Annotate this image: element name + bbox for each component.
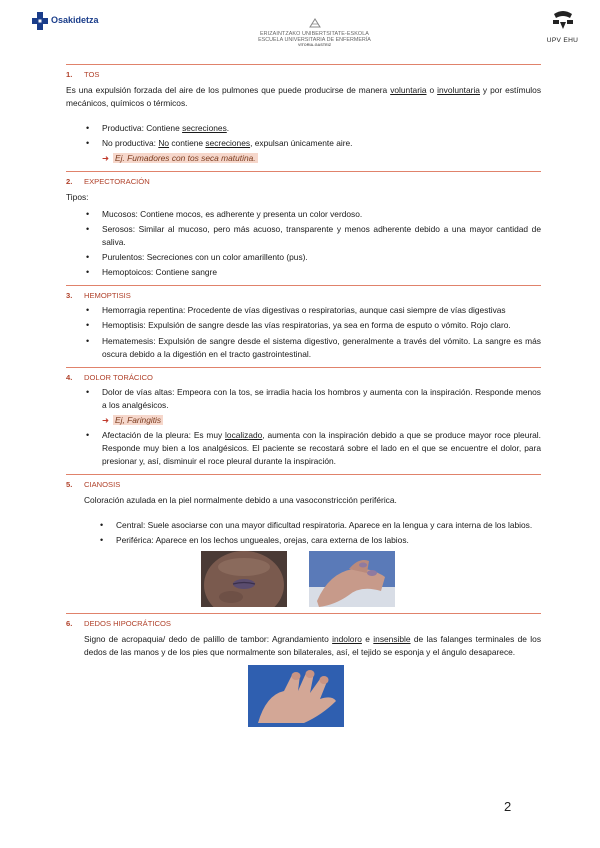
school-name-basque: ERIZAINTZAKO UNIBERTSITATE-ESKOLA	[259, 30, 370, 37]
section-number: 1.	[66, 70, 73, 79]
section-divider	[66, 613, 541, 614]
arrow-icon: ➜	[102, 152, 110, 163]
school-name-spanish: ESCUELA UNIVERSITARIA DE ENFERMERÍA	[258, 36, 371, 43]
list-item	[66, 122, 541, 135]
section-number: 2.	[66, 176, 73, 186]
section-title-text: DEDOS HIPOCRÁTICOS	[84, 619, 171, 629]
section-title	[66, 176, 541, 188]
text-run: Signo de acropaquia/ dedo de palillo de tambor: Agrandamiento	[84, 633, 333, 644]
section-dedos-hipocraticos	[66, 613, 541, 731]
section-title	[66, 618, 541, 630]
dedos-definition	[66, 633, 541, 659]
underlined-term: localizado	[225, 430, 263, 441]
text-run: , aumenta con la inspiración debido a que se produce mayor roce pleural. Responde muy bien a los analgésicos. El paciente se recostará sobre el lado en el que se encuentre el dolor, para presionar y, así, disminuir el roce pleural durante la inspiración.	[102, 430, 541, 467]
text-run: , expulsan únicamente aire.	[250, 137, 353, 148]
section-number: 6.	[66, 619, 73, 629]
underlined-term: No	[158, 137, 170, 148]
upv-ehu-emblem-icon	[550, 10, 576, 30]
cianosis-definition: Coloración azulada en la piel normalmente debido a una vasoconstricción periférica.	[84, 495, 397, 506]
section-title-text: TOS	[84, 70, 100, 79]
upv-ehu-label: UPV EHU	[546, 37, 579, 45]
example-text: Ej, Faringitis	[115, 415, 162, 426]
list-item: • Dolor de vías altas: Empeora con la tos, se irradia hacia los hombros y aumenta con la inspiración. Responde menos a los analgésicos.	[66, 386, 541, 412]
osakidetza-name: Osakidetza	[51, 15, 99, 26]
section-hemoptisis	[66, 285, 541, 361]
section-title-text: DOLOR TORÁCICO	[84, 372, 153, 382]
section-title-text: CIANOSIS	[84, 480, 121, 490]
underlined-term: voluntaria	[390, 84, 427, 95]
school-city: VITORIA-GASTEIZ	[297, 43, 332, 48]
section-number: 4.	[66, 372, 73, 382]
section-cianosis	[66, 474, 541, 607]
school-emblem-icon	[309, 18, 321, 28]
central-cyanosis-face-photo	[201, 551, 287, 607]
osakidetza-logo	[32, 12, 99, 30]
list-item: • Serosos: Similar al mucoso, pero más acuoso, transparente y menos adherente debido a una mayor cantidad de saliva.	[66, 223, 541, 249]
list-item: • Purulentos: Secreciones con un color amarillento (pus).	[66, 251, 541, 264]
section-tos	[66, 64, 541, 165]
section-number: 5.	[66, 480, 73, 490]
section-divider	[66, 474, 541, 475]
list-item: • Hemorragia repentina: Procedente de vías digestivas o respiratorias, aunque casi siempre de vías digestivas	[66, 304, 541, 317]
section-divider	[66, 171, 541, 172]
dolor-list	[66, 386, 541, 412]
hemoptisis-list	[66, 304, 541, 360]
types-label: Tipos:	[66, 191, 89, 202]
text-run: contiene	[169, 137, 206, 148]
dolor-list-continued	[66, 429, 541, 468]
section-title	[66, 290, 541, 302]
text-run: o	[426, 84, 438, 95]
text-run: Productiva: Contiene	[102, 122, 183, 133]
clubbed-fingers-hand-photo	[248, 665, 344, 727]
section-title	[66, 372, 541, 384]
text-run: Afectación de la pleura: Es muy	[102, 430, 226, 441]
arrow-icon: ➜	[102, 415, 110, 426]
section-expectoracion	[66, 171, 541, 279]
university-school-logo	[252, 18, 377, 47]
text-run: Es una expulsión forzada del aire de los pulmones que puede producirse de manera	[66, 84, 391, 95]
list-item	[66, 429, 541, 468]
cianosis-photos	[201, 551, 541, 607]
section-number: 3.	[66, 290, 73, 300]
underlined-term: secreciones	[205, 137, 251, 148]
text-run: No productiva:	[102, 137, 159, 148]
example-note	[102, 152, 541, 165]
expectoracion-types-list	[66, 208, 541, 279]
list-item: • Hemoptisis: Expulsión de sangre desde las vías respiratorias, ya sea en forma de esputo o vómito. Rojo claro.	[66, 319, 541, 332]
section-title	[66, 479, 541, 491]
section-divider	[66, 64, 541, 65]
text-run: .	[226, 122, 230, 133]
osakidetza-cross-icon	[32, 12, 48, 30]
page-number: 2	[504, 799, 512, 814]
document-body	[66, 64, 541, 737]
section-title	[66, 69, 541, 81]
underlined-term: indoloro	[332, 633, 362, 644]
peripheral-cyanosis-hand-photo	[309, 551, 395, 607]
section-title-text: HEMOPTISIS	[84, 290, 131, 300]
underlined-term: secreciones	[182, 122, 227, 133]
section-dolor-toracico	[66, 367, 541, 469]
example-note	[102, 414, 541, 427]
cianosis-types-list	[66, 519, 541, 547]
section-title-text: EXPECTORACIÓN	[84, 176, 150, 186]
list-item: • Central: Suele asociarse con una mayor dificultad respiratoria. Aparece en la lengua y cara interna de los labios.	[66, 519, 541, 532]
section-divider	[66, 285, 541, 286]
list-item: • Hematemesis: Expulsión de sangre desde el sistema digestivo, generalmente a través del vómito. La sangre es más oscura debido a la digestión en el tracto gastrointestinal.	[66, 335, 541, 361]
example-text: Ej. Fumadores con tos seca matutina.	[115, 152, 256, 163]
tos-types-list	[66, 122, 541, 150]
underlined-term: involuntaria	[437, 84, 480, 95]
list-item	[66, 137, 541, 150]
list-item: • Mucosos: Contiene mocos, es adherente y presenta un color verdoso.	[66, 208, 541, 221]
tos-definition	[66, 84, 541, 110]
underlined-term: insensible	[373, 633, 411, 644]
list-item: • Hemoptoicos: Contiene sangre	[66, 266, 541, 279]
upv-ehu-logo	[540, 10, 585, 46]
text-run: y por estímulos mecánicos, químicos o térmicos.	[66, 84, 542, 108]
text-run: de las falanges terminales de los dedos de las manos y de los pies que normalmente son bilaterales, así, el tejido se esponja y el ángulo desaparece.	[84, 633, 542, 657]
page-header	[0, 0, 600, 50]
list-item: • Periférica: Aparece en los lechos ungueales, orejas, cara externa de los labios.	[66, 534, 541, 547]
section-divider	[66, 367, 541, 368]
text-run: e	[361, 633, 374, 644]
